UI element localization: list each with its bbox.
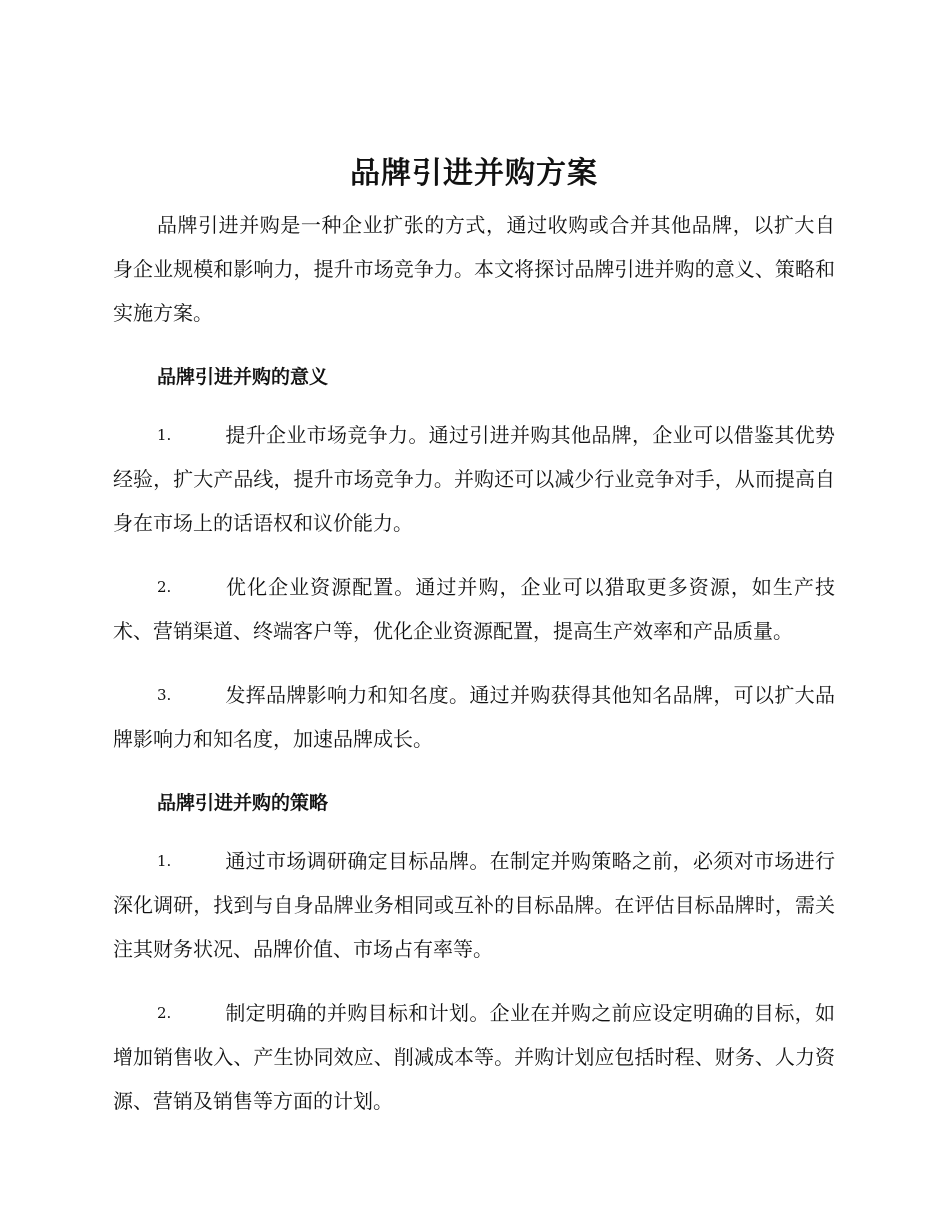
document-title: 品牌引进并购方案 — [350, 156, 598, 191]
list-item-number: 2. — [157, 578, 172, 596]
list-item-number: 2. — [157, 1004, 172, 1022]
document-body — [113, 152, 835, 1123]
list-item-number: 3. — [157, 686, 172, 704]
section-heading-strategy: 品牌引进并购的策略 — [157, 792, 329, 814]
list-item-text: 通过市场调研确定目标品牌。在制定并购策略之前，必须对市场进行深化调研，找到与自身品牌业务相同或互补的目标品牌。在评估目标品牌时，需关注其财务状况、品牌价值、市场占有率等。 — [113, 849, 835, 961]
list-item-number: 1. — [157, 852, 172, 870]
list-item — [113, 673, 835, 761]
list-item-text: 优化企业资源配置。通过并购，企业可以猎取更多资源，如生产技术、营销渠道、终端客户等，优化企业资源配置，提高生产效率和产品质量。 — [113, 575, 835, 643]
list-item-number: 1. — [157, 426, 172, 444]
list-item — [113, 839, 835, 971]
intro-paragraph: 品牌引进并购是一种企业扩张的方式，通过收购或合并其他品牌，以扩大自身企业规模和影响力，提升市场竞争力。本文将探讨品牌引进并购的意义、策略和实施方案。 — [113, 213, 835, 325]
list-item — [113, 991, 835, 1123]
list-item-text: 发挥品牌影响力和知名度。通过并购获得其他知名品牌，可以扩大品牌影响力和知名度，加速品牌成长。 — [113, 683, 835, 751]
list-item — [113, 413, 835, 545]
list-item-text: 提升企业市场竞争力。通过引进并购其他品牌，企业可以借鉴其优势经验，扩大产品线，提升市场竞争力。并购还可以减少行业竞争对手，从而提高自身在市场上的话语权和议价能力。 — [113, 423, 835, 535]
list-item — [113, 565, 835, 653]
list-item-text: 制定明确的并购目标和计划。企业在并购之前应设定明确的目标，如增加销售收入、产生协同效应、削减成本等。并购计划应包括时程、财务、人力资源、营销及销售等方面的计划。 — [113, 1001, 835, 1113]
section-heading-significance: 品牌引进并购的意义 — [157, 366, 329, 388]
